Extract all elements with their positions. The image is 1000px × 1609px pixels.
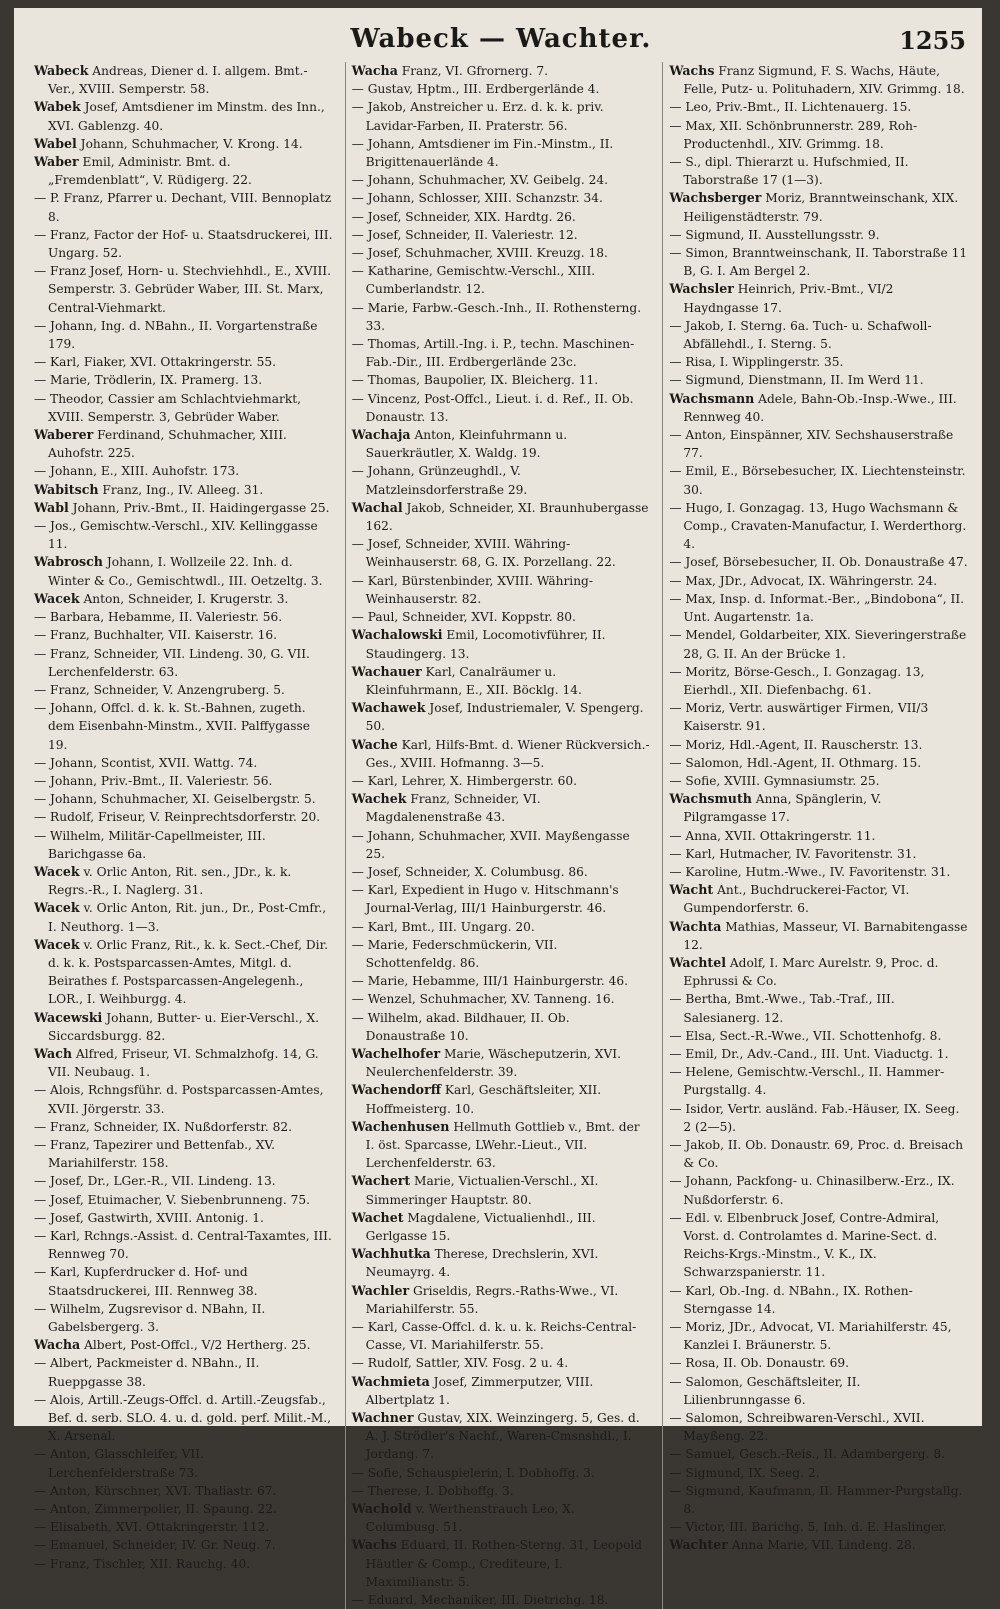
directory-entry: — Jakob, I. Sterng. 6a. Tuch- u. Schafwoll-Abfällehdl., I. Sterng. 5. (669, 318, 932, 352)
directory-entry: — Johann, Priv.-Bmt., II. Valeriestr. 56. (34, 773, 273, 788)
directory-entry: — Johann, Scontist, XVII. Wattg. 74. (34, 755, 258, 770)
directory-entry: — Marie, Farbw.-Gesch.-Inh., II. Rothensterng. 33. (351, 300, 642, 333)
column-2 (345, 62, 651, 1609)
directory-entry: — Katharine, Gemischtw.-Verschl., XIII. Cumberlandstr. 12. (351, 264, 596, 297)
directory-entry: Wabel Johann, Schuhmacher, V. Krong. 14. (34, 135, 303, 151)
directory-entry: — Josef, Schneider, II. Valeriestr. 12. (351, 227, 578, 242)
directory-entry: — Karl, Expedient in Hugo v. Hitschmann's Journal-Verlag, III/1 Hainburgerstr. 46. (351, 883, 619, 916)
directory-entry: — Risa, I. Wipplingerstr. 35. (669, 355, 844, 370)
directory-entry: Wachenhusen Hellmuth Gottlieb v., Bmt. der I. öst. Sparcasse, LWehr.-Lieut., VII. Lerchenfelderstr. 63. (351, 1118, 640, 1171)
directory-entry: — Josef, Gastwirth, XVIII. Antonig. 1. (34, 1210, 264, 1225)
directory-entry: Wachelhofer Marie, Wäscheputzerin, XVI. Neulerchenfelderstr. 39. (351, 1045, 621, 1080)
directory-entry: — Karoline, Hutm.-Wwe., IV. Favoritenstr. 31. (669, 864, 951, 879)
directory-entry: Wachauer Karl, Canalräumer u. Kleinfuhrmann, E., XII. Böcklg. 14. (351, 663, 582, 697)
directory-entry: Wachet Magdalene, Victualienhdl., III. Gerlgasse 15. (351, 1209, 596, 1243)
directory-entry: — Moriz, JDr., Advocat, VI. Mariahilferstr. 45, Kanzlei I. Bräunerstr. 5. (669, 1320, 952, 1353)
directory-entry: — Thomas, Artill.-Ing. i. P., techn. Maschinen-Fab.-Dir., III. Erdbergerlände 23c. (351, 337, 635, 370)
directory-entry: Wachtel Adolf, I. Marc Aurelstr. 9, Proc. d. Ephrussi & Co. (669, 954, 939, 989)
directory-entry: — Salomon, Schreibwaren-Verschl., XVII. Mayßeng. 22. (669, 1411, 925, 1444)
directory-entry: — Marie, Federschmückerin, VII. Schottenfeldg. 86. (351, 937, 558, 970)
directory-entry: Wabl Johann, Priv.-Bmt., II. Haidingergasse 25. (34, 499, 330, 515)
directory-entry: — Samuel, Gesch.-Reis., II. Adambergerg. 8. (669, 1447, 945, 1462)
directory-entry: — Emil, Dr., Adv.-Cand., III. Unt. Viaductg. 1. (669, 1046, 949, 1061)
directory-entry: — Josef, Etuimacher, V. Siebenbrunneng. 75. (34, 1192, 310, 1207)
directory-entry: — Sigmund, IX. Seeg. 2. (669, 1465, 820, 1480)
directory-entry: — Sofie, XVIII. Gymnasiumstr. 25. (669, 773, 880, 788)
directory-entry: — Moriz, Hdl.-Agent, II. Rauscherstr. 13. (669, 737, 923, 752)
directory-entry: — Johann, Schuhmacher, XVII. Mayßengasse 25. (351, 828, 630, 861)
directory-entry: Wacha Albert, Post-Offcl., V/2 Hertherg. 25. (34, 1337, 311, 1353)
directory-entry: Wacek v. Orlic Franz, Rit., k. k. Sect.-Chef, Dir. d. k. k. Postsparcassen-Amtes, Mitgl. d. Beirathes f. Postsparcassen-Angelegenh., LOR., I. Weihburgg. 4. (34, 936, 328, 1007)
directory-entry: — Wilhelm, akad. Bildhauer, II. Ob. Donaustraße 10. (351, 1010, 570, 1043)
directory-entry: — Josef, Schuhmacher, XVIII. Kreuzg. 18. (351, 246, 608, 261)
directory-entry: — Elisabeth, XVI. Ottakringerstr. 112. (34, 1520, 270, 1535)
directory-page (14, 8, 982, 1608)
directory-entry: — Franz, Schneider, IX. Nußdorferstr. 82. (34, 1119, 293, 1134)
directory-entry: — Johann, Schuhmacher, XI. Geiselbergstr. 5. (34, 792, 316, 807)
directory-entry: — Johann, Offcl. d. k. k. St.-Bahnen, zugeth. dem Eisenbahn-Minstm., XVII. Palffygasse 19. (34, 701, 311, 752)
directory-entry: Wacek Anton, Schneider, I. Krugerstr. 3. (34, 590, 289, 606)
directory-entry: Wachs Franz Sigmund, F. S. Wachs, Häute, Felle, Putz- u. Polituhadern, XIV. Grimmg. 18. (669, 63, 965, 97)
directory-entry: — Josef, Schneider, X. Columbusg. 86. (351, 864, 588, 879)
directory-entry: — Eduard, Mechaniker, III. Dietrichg. 18. (351, 1593, 609, 1608)
directory-entry: — Johann, Grünzeughdl., V. Matzleinsdorferstraße 29. (351, 464, 528, 497)
directory-entry: — Karl, Fiaker, XVI. Ottakringerstr. 55. (34, 355, 277, 370)
directory-entry: — Jakob, II. Ob. Donaustr. 69, Proc. d. Breisach & Co. (669, 1137, 964, 1171)
directory-entry: Wachsler Heinrich, Priv.-Bmt., VI/2 Haydngasse 17. (669, 281, 894, 315)
directory-entry: — Johann, Packfong- u. Chinasilberw.-Erz., IX. Nußdorferstr. 6. (669, 1174, 955, 1207)
directory-entry: — Marie, Trödlerin, IX. Pramerg. 13. (34, 373, 263, 388)
directory-entry: — Sigmund, Kaufmann, II. Hammer-Purgstallg. 8. (669, 1483, 963, 1517)
directory-entry: Wachter Anna Marie, VII. Lindeng. 28. (669, 1537, 916, 1553)
directory-entry: Wachner Gustav, XIX. Weinzingerg. 5, Ges. d. A. J. Strödler's Nachf., Waren-Cmsnshdl., I. Jordang. 7. (351, 1410, 640, 1462)
directory-entry: — Paul, Schneider, XVI. Koppstr. 80. (351, 610, 576, 625)
directory-entry: — Jakob, Anstreicher u. Erz. d. k. k. priv. Lavidar-Farben, II. Praterstr. 56. (351, 100, 604, 133)
directory-entry: — Jos., Gemischtw.-Verschl., XIV. Kellinggasse 11. (34, 519, 318, 552)
directory-entry: — Mendel, Goldarbeiter, XIX. Sieveringerstraße 28, G. II. An der Brücke 1. (669, 628, 967, 661)
directory-entry: Wachta Mathias, Masseur, VI. Barnabitengasse 12. (669, 918, 968, 952)
directory-entry: — P. Franz, Pfarrer u. Dechant, VIII. Bennoplatz 8. (34, 191, 332, 224)
directory-entry: — Gustav, Hptm., III. Erdbergerlände 4. (351, 82, 600, 97)
directory-entry: Wachsmuth Anna, Spänglerin, V. Pilgramgasse 17. (669, 791, 882, 825)
directory-entry: Wach Alfred, Friseur, VI. Schmalzhofg. 14, G. VII. Neubaug. 1. (34, 1045, 319, 1080)
directory-entry: — Franz, Schneider, V. Anzengruberg. 5. (34, 682, 285, 697)
directory-entry: — Alois, Rchngsführ. d. Postsparcassen-Amtes, XVII. Jörgerstr. 33. (34, 1083, 324, 1116)
directory-entry: Wacha Franz, VI. Gfrornerg. 7. (351, 63, 548, 78)
directory-entry: Wachendorff Karl, Geschäftsleiter, XII. Hoffmeisterg. 10. (351, 1082, 602, 1116)
directory-entry: — Moriz, Vertr. auswärtiger Firmen, VII/3 Kaiserstr. 91. (669, 701, 929, 734)
directory-entry: — Franz, Tapezirer und Bettenfab., XV. Mariahilferstr. 158. (34, 1137, 275, 1171)
directory-entry: — Theodor, Cassier am Schlachtviehmarkt, XVIII. Semperstr. 3, Gebrüder Waber. (34, 391, 301, 424)
directory-entry: Wachold v. Werthenstrauch Leo, X. Columbusg. 51. (351, 1501, 575, 1535)
directory-entry: Wabeck Andreas, Diener d. I. allgem. Bmt.-Ver., XVIII. Semperstr. 58. (34, 63, 308, 97)
directory-entry: — Johann, Ing. d. NBahn., II. Vorgartenstraße 179. (34, 318, 318, 352)
directory-entry: — Sigmund, II. Ausstellungsstr. 9. (669, 227, 880, 242)
directory-entry: Wachalowski Emil, Locomotivführer, II. Staudingerg. 13. (351, 627, 606, 661)
directory-entry: — Moritz, Börse-Gesch., I. Gonzagag. 13, Eierhdl., XII. Diefenbachg. 61. (669, 664, 925, 697)
directory-entry: Wachsberger Moriz, Branntweinschank, XIX. Heiligenstädterstr. 79. (669, 190, 959, 224)
directory-entry: — Franz, Tischler, XII. Rauchg. 40. (34, 1556, 251, 1571)
page-number: 1255 (899, 26, 966, 55)
directory-entry: — Alois, Artill.-Zeugs-Offcl. d. Artill.-Zeugsfab., Bef. d. serb. SLO. 4. u. d. gold. perf. Milit.-M., X. Arsenal. (34, 1392, 332, 1444)
directory-entry: — Salomon, Hdl.-Agent, II. Othmarg. 15. (669, 755, 922, 770)
directory-entry: — Wenzel, Schuhmacher, XV. Tanneng. 16. (351, 992, 615, 1007)
directory-entry: — Johann, E., XIII. Auhofstr. 173. (34, 464, 240, 479)
directory-entry: Wacewski Johann, Butter- u. Eier-Verschl., X. Siccardsburgg. 82. (34, 1009, 320, 1043)
directory-entry: Wachhutka Therese, Drechslerin, XVI. Neumayrg. 4. (351, 1246, 599, 1280)
directory-entry: — Albert, Packmeister d. NBahn., II. Rueppgasse 38. (34, 1356, 260, 1389)
directory-entry: — Franz, Factor der Hof- u. Staatsdruckerei, III. Ungarg. 52. (34, 227, 333, 261)
directory-entry: — Karl, Ob.-Ing. d. NBahn., IX. Rothen-Sterngasse 14. (669, 1283, 913, 1316)
directory-entry: — Salomon, Geschäftsleiter, II. Lilienbrunngasse 6. (669, 1374, 861, 1407)
directory-entry: — Karl, Casse-Offcl. d. k. u. k. Reichs-Central-Casse, VI. Mariahilferstr. 55. (351, 1320, 637, 1353)
directory-entry: — Max, Insp. d. Informat.-Ber., „Bindobona“, II. Unt. Augartenstr. 1a. (669, 591, 965, 625)
directory-entry: — Johann, Schuhmacher, XV. Geibelg. 24. (351, 173, 608, 188)
column-1 (34, 62, 333, 1609)
directory-entry: — Isidor, Vertr. ausländ. Fab.-Häuser, IX. Seeg. 2 (2—5). (669, 1101, 960, 1134)
directory-entry: — Max, XII. Schönbrunnerstr. 289, Roh-Productenhdl., XIV. Grimmg. 18. (669, 118, 918, 151)
entry-columns (34, 62, 968, 1609)
directory-entry: — Karl, Bmt., III. Ungarg. 20. (351, 919, 535, 934)
directory-entry: — Wilhelm, Zugsrevisor d. NBahn, II. Gabelsbergerg. 3. (34, 1301, 266, 1335)
directory-entry: — Barbara, Hebamme, II. Valeriestr. 56. (34, 610, 283, 625)
directory-entry: — Anton, Glasschleifer, VII. Lerchenfelderstraße 73. (34, 1447, 204, 1480)
directory-entry: Wachmieta Josef, Zimmerputzer, VIII. Albertplatz 1. (351, 1373, 594, 1407)
directory-entry: — Anton, Zimmerpolier, II. Spaung. 22. (34, 1502, 277, 1517)
directory-entry: — Josef, Dr., LGer.-R., VII. Lindeng. 13. (34, 1174, 276, 1189)
directory-entry: — Franz, Buchhalter, VII. Kaiserstr. 16. (34, 628, 277, 643)
directory-entry: — Josef, Schneider, XVIII. Währing-Weinhauserstr. 68, G. IX. Porzellang. 22. (351, 537, 616, 570)
directory-entry: — Johann, Amtsdiener im Fin.-Minstm., II. Brigittenauerlände 4. (351, 136, 614, 170)
directory-entry: — S., dipl. Thierarzt u. Hufschmied, II. Taborstraße 17 (1—3). (669, 155, 909, 188)
page-title: Wabeck — Wachter. (350, 24, 652, 54)
directory-entry: — Edl. v. Elbenbruck Josef, Contre-Admiral, Vorst. d. Controlamtes d. Marine-Sect. d. Reichs-Krgs.-Minstm., V. K., IX. Schwarzspanierstr. 11. (669, 1210, 940, 1280)
directory-entry: — Emanuel, Schneider, IV. Gr. Neug. 7. (34, 1538, 276, 1553)
directory-entry: Wacek v. Orlic Anton, Rit. sen., JDr., k. k. Regrs.-R., I. Naglerg. 31. (34, 863, 292, 898)
directory-entry: — Anton, Einspänner, XIV. Sechshauserstraße 77. (669, 428, 954, 461)
directory-entry: Wachal Jakob, Schneider, XI. Braunhubergasse 162. (351, 499, 649, 534)
directory-entry: — Vincenz, Post-Offcl., Lieut. i. d. Ref., II. Ob. Donaustr. 13. (351, 391, 634, 424)
directory-entry: — Emil, E., Börsebesucher, IX. Liechtensteinstr. 30. (669, 464, 966, 497)
directory-entry: — Max, JDr., Advocat, IX. Währingerstr. 24. (669, 573, 938, 588)
directory-entry: — Elsa, Sect.-R.-Wwe., VII. Schottenhofg. 8. (669, 1028, 942, 1043)
directory-entry: Wachsmann Adele, Bahn-Ob.-Insp.-Wwe., III. Rennweg 40. (669, 390, 957, 424)
directory-entry: — Johann, Schlosser, XIII. Schanzstr. 34. (351, 191, 603, 206)
directory-entry: Wachawek Josef, Industriemaler, V. Spengerg. 50. (351, 700, 644, 734)
directory-entry: — Simon, Branntweinschank, II. Taborstraße 11 B, G. I. Am Bergel 2. (669, 246, 968, 279)
directory-entry: Wachaja Anton, Kleinfuhrmann u. Sauerkräutler, X. Waldg. 19. (351, 427, 568, 461)
directory-entry: — Josef, Börsebesucher, II. Ob. Donaustraße 47. (669, 555, 968, 570)
directory-entry: — Thomas, Baupolier, IX. Bleicherg. 11. (351, 373, 599, 388)
column-3 (662, 62, 968, 1609)
directory-entry: Wachler Griseldis, Regrs.-Raths-Wwe., VI. Mariahilferstr. 55. (351, 1282, 619, 1316)
directory-entry: — Karl, Rchngs.-Assist. d. Central-Taxamtes, III. Rennweg 70. (34, 1229, 332, 1262)
directory-entry: — Rosa, II. Ob. Donaustr. 69. (669, 1356, 849, 1371)
directory-entry: — Bertha, Bmt.-Wwe., Tab.-Traf., III. Salesianerg. 12. (669, 992, 895, 1025)
directory-entry: — Josef, Schneider, XIX. Hardtg. 26. (351, 209, 576, 224)
directory-entry: Wacht Ant., Buchdruckerei-Factor, VI. Gumpendorferstr. 6. (669, 882, 910, 916)
directory-entry: — Victor, III. Barichg. 5, Inh. d. E. Haslinger. (669, 1520, 947, 1535)
directory-entry: Wabek Josef, Amtsdiener im Minstm. des Inn., XVI. Gablenzg. 40. (34, 99, 325, 133)
directory-entry: — Marie, Hebamme, III/1 Hainburgerstr. 46. (351, 974, 629, 989)
directory-entry: Wachs Eduard, II. Rothen-Sterng. 31, Leopold Häutler & Comp., Crediteure, I. Maximilianstr. 5. (351, 1537, 643, 1589)
directory-entry: — Therese, I. Dobhoffg. 3. (351, 1483, 514, 1498)
directory-entry: — Leo, Priv.-Bmt., II. Lichtenauerg. 15. (669, 100, 912, 115)
directory-entry: — Karl, Bürstenbinder, XVIII. Währing-Weinhauserstr. 82. (351, 573, 593, 606)
directory-entry: Wabitsch Franz, Ing., IV. Alleeg. 31. (34, 481, 264, 497)
directory-entry: — Sigmund, Dienstmann, II. Im Werd 11. (669, 373, 924, 388)
page-header (34, 18, 968, 62)
directory-entry: — Anna, XVII. Ottakringerstr. 11. (669, 828, 876, 843)
directory-entry: — Franz, Schneider, VII. Lindeng. 30, G. VII. Lerchenfelderstr. 63. (34, 646, 310, 679)
directory-entry: Wache Karl, Hilfs-Bmt. d. Wiener Rückversich.-Ges., XVIII. Hofmanng. 3—5. (351, 736, 650, 770)
directory-entry: — Rudolf, Friseur, V. Reinprechtsdorferstr. 20. (34, 810, 321, 825)
directory-entry: — Franz Josef, Horn- u. Stechviehhdl., E., XVIII. Semperstr. 3. Gebrüder Waber, III. St. Marx, Central-Viehmarkt. (34, 264, 331, 315)
directory-entry: — Wilhelm, Militär-Capellmeister, III. Barichgasse 6a. (34, 828, 266, 861)
directory-entry: — Hugo, I. Gonzagag. 13, Hugo Wachsmann & Comp., Cravaten-Manufactur, I. Werderthorg. 4. (669, 500, 967, 552)
directory-entry: Waber Emil, Administr. Bmt. d. „Fremdenblatt“, V. Rüdigerg. 22. (34, 154, 252, 188)
directory-entry: Wachek Franz, Schneider, VI. Magdalenenstraße 43. (351, 791, 541, 825)
directory-entry: Waberer Ferdinand, Schuhmacher, XIII. Auhofstr. 225. (34, 427, 287, 461)
directory-entry: — Karl, Kupferdrucker d. Hof- und Staatsdruckerei, III. Rennweg 38. (34, 1265, 258, 1298)
directory-entry: — Karl, Lehrer, X. Himbergerstr. 60. (351, 773, 577, 788)
directory-entry: — Anton, Kürschner, XVI. Thaliastr. 67. (34, 1483, 277, 1498)
directory-entry: — Sofie, Schauspielerin, I. Dobhoffg. 3. (351, 1465, 595, 1480)
directory-entry: — Helene, Gemischtw.-Verschl., II. Hammer-Purgstallg. 4. (669, 1065, 945, 1098)
directory-entry: Wacek v. Orlic Anton, Rit. jun., Dr., Post-Cmfr., I. Neuthorg. 1—3. (34, 900, 327, 934)
directory-entry: Wachert Marie, Victualien-Verschl., XI. Simmeringer Hauptstr. 80. (351, 1173, 599, 1207)
directory-entry: Wabrosch Johann, I. Wollzeile 22. Inh. d. Winter & Co., Gemischtwdl., III. Oetzeltg. 3. (34, 554, 323, 588)
directory-entry: — Karl, Hutmacher, IV. Favoritenstr. 31. (669, 846, 917, 861)
directory-entry: — Rudolf, Sattler, XIV. Fosg. 2 u. 4. (351, 1356, 569, 1371)
